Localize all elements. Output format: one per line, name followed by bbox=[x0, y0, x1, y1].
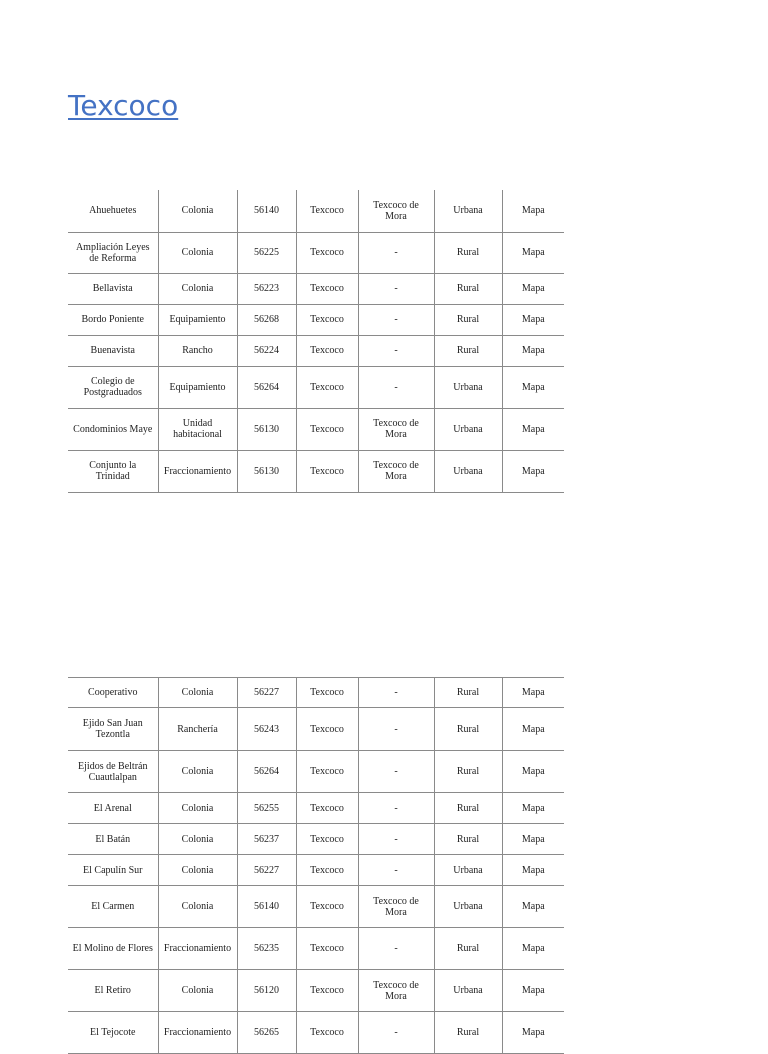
locality-name-cell: El Tejocote bbox=[68, 1012, 158, 1054]
locality-name-cell: El Batán bbox=[68, 824, 158, 855]
postal-code-cell: 56243 bbox=[237, 708, 296, 751]
zone-cell: Urbana bbox=[434, 450, 502, 492]
map-link-cell[interactable]: Mapa bbox=[502, 273, 564, 304]
municipality-cell: Texcoco bbox=[296, 273, 358, 304]
zone-cell: Rural bbox=[434, 1012, 502, 1054]
table-row bbox=[68, 708, 564, 751]
zone-cell: Urbana bbox=[434, 408, 502, 450]
municipality-cell: Texcoco bbox=[296, 970, 358, 1012]
map-link-cell[interactable]: Mapa bbox=[502, 232, 564, 273]
map-link-cell[interactable]: Mapa bbox=[502, 793, 564, 824]
city-cell: - bbox=[358, 335, 434, 366]
locality-name-cell: El Arenal bbox=[68, 793, 158, 824]
zone-cell: Rural bbox=[434, 751, 502, 793]
locality-name-cell: Ejidos de Beltrán Cuautlalpan bbox=[68, 751, 158, 793]
map-link-cell[interactable]: Mapa bbox=[502, 708, 564, 751]
table-row bbox=[68, 335, 564, 366]
city-cell: Texcoco de Mora bbox=[358, 190, 434, 232]
locality-name-cell: El Capulín Sur bbox=[68, 855, 158, 886]
zone-cell: Rural bbox=[434, 793, 502, 824]
zone-cell: Urbana bbox=[434, 970, 502, 1012]
city-cell: - bbox=[358, 793, 434, 824]
postal-code-cell: 56264 bbox=[237, 751, 296, 793]
city-cell: - bbox=[358, 708, 434, 751]
map-link-cell[interactable]: Mapa bbox=[502, 928, 564, 970]
municipality-cell: Texcoco bbox=[296, 751, 358, 793]
table-row bbox=[68, 366, 564, 408]
postal-code-cell: 56223 bbox=[237, 273, 296, 304]
postal-code-cell: 56130 bbox=[237, 408, 296, 450]
municipality-cell: Texcoco bbox=[296, 304, 358, 335]
table-row bbox=[68, 793, 564, 824]
city-cell: Texcoco de Mora bbox=[358, 450, 434, 492]
table-row bbox=[68, 824, 564, 855]
table-row bbox=[68, 855, 564, 886]
locality-name-cell: Cooperativo bbox=[68, 678, 158, 708]
locality-name-cell: Ampliación Leyes de Reforma bbox=[68, 232, 158, 273]
map-link-cell[interactable]: Mapa bbox=[502, 304, 564, 335]
map-link-cell[interactable]: Mapa bbox=[502, 1012, 564, 1054]
zone-cell: Urbana bbox=[434, 886, 502, 928]
postal-code-cell: 56227 bbox=[237, 855, 296, 886]
locality-name-cell: Bordo Poniente bbox=[68, 304, 158, 335]
city-cell: - bbox=[358, 824, 434, 855]
table-row bbox=[68, 273, 564, 304]
municipality-cell: Texcoco bbox=[296, 366, 358, 408]
municipality-cell: Texcoco bbox=[296, 450, 358, 492]
municipality-cell: Texcoco bbox=[296, 1012, 358, 1054]
city-cell: - bbox=[358, 304, 434, 335]
settlement-type-cell: Fraccionamiento bbox=[158, 1012, 237, 1054]
zone-cell: Rural bbox=[434, 273, 502, 304]
municipality-cell: Texcoco bbox=[296, 190, 358, 232]
table-row bbox=[68, 232, 564, 273]
zone-cell: Urbana bbox=[434, 190, 502, 232]
municipality-cell: Texcoco bbox=[296, 708, 358, 751]
municipality-cell: Texcoco bbox=[296, 408, 358, 450]
municipality-cell: Texcoco bbox=[296, 678, 358, 708]
postal-code-cell: 56237 bbox=[237, 824, 296, 855]
page-title[interactable]: Texcoco bbox=[68, 89, 179, 122]
settlement-type-cell: Colonia bbox=[158, 751, 237, 793]
settlement-type-cell: Colonia bbox=[158, 678, 237, 708]
table-row bbox=[68, 928, 564, 970]
municipality-cell: Texcoco bbox=[296, 793, 358, 824]
zone-cell: Rural bbox=[434, 335, 502, 366]
locality-name-cell: El Molino de Flores bbox=[68, 928, 158, 970]
table-row bbox=[68, 1012, 564, 1054]
city-cell: Texcoco de Mora bbox=[358, 886, 434, 928]
table-row bbox=[68, 886, 564, 928]
localities-table-2 bbox=[68, 677, 564, 1054]
locality-name-cell: Condominios Maye bbox=[68, 408, 158, 450]
map-link-cell[interactable]: Mapa bbox=[502, 970, 564, 1012]
municipality-cell: Texcoco bbox=[296, 855, 358, 886]
settlement-type-cell: Ranchería bbox=[158, 708, 237, 751]
table-row bbox=[68, 304, 564, 335]
zone-cell: Rural bbox=[434, 708, 502, 751]
settlement-type-cell: Colonia bbox=[158, 273, 237, 304]
postal-code-cell: 56140 bbox=[237, 886, 296, 928]
settlement-type-cell: Colonia bbox=[158, 886, 237, 928]
city-cell: - bbox=[358, 232, 434, 273]
municipality-cell: Texcoco bbox=[296, 824, 358, 855]
zone-cell: Rural bbox=[434, 824, 502, 855]
postal-code-cell: 56255 bbox=[237, 793, 296, 824]
postal-code-cell: 56264 bbox=[237, 366, 296, 408]
postal-code-cell: 56235 bbox=[237, 928, 296, 970]
locality-name-cell: Buenavista bbox=[68, 335, 158, 366]
locality-name-cell: Bellavista bbox=[68, 273, 158, 304]
locality-name-cell: El Carmen bbox=[68, 886, 158, 928]
municipality-cell: Texcoco bbox=[296, 886, 358, 928]
map-link-cell[interactable]: Mapa bbox=[502, 855, 564, 886]
table-row bbox=[68, 450, 564, 492]
settlement-type-cell: Equipamiento bbox=[158, 304, 237, 335]
city-cell: Texcoco de Mora bbox=[358, 970, 434, 1012]
zone-cell: Rural bbox=[434, 232, 502, 273]
table-row bbox=[68, 190, 564, 232]
settlement-type-cell: Colonia bbox=[158, 190, 237, 232]
localities-table-1 bbox=[68, 190, 564, 493]
city-cell: - bbox=[358, 678, 434, 708]
locality-name-cell: Ahuehuetes bbox=[68, 190, 158, 232]
postal-code-cell: 56268 bbox=[237, 304, 296, 335]
locality-name-cell: El Retiro bbox=[68, 970, 158, 1012]
table-row bbox=[68, 751, 564, 793]
map-link-cell[interactable]: Mapa bbox=[502, 335, 564, 366]
table-row bbox=[68, 970, 564, 1012]
city-cell: - bbox=[358, 366, 434, 408]
postal-code-cell: 56265 bbox=[237, 1012, 296, 1054]
settlement-type-cell: Colonia bbox=[158, 793, 237, 824]
map-link-cell[interactable]: Mapa bbox=[502, 824, 564, 855]
settlement-type-cell: Colonia bbox=[158, 824, 237, 855]
settlement-type-cell: Fraccionamiento bbox=[158, 928, 237, 970]
municipality-cell: Texcoco bbox=[296, 335, 358, 366]
city-cell: - bbox=[358, 751, 434, 793]
locality-name-cell: Colegio de Postgraduados bbox=[68, 366, 158, 408]
zone-cell: Urbana bbox=[434, 855, 502, 886]
municipality-cell: Texcoco bbox=[296, 232, 358, 273]
locality-name-cell: Ejido San Juan Tezontla bbox=[68, 708, 158, 751]
map-link-cell[interactable]: Mapa bbox=[502, 450, 564, 492]
settlement-type-cell: Fraccionamiento bbox=[158, 450, 237, 492]
settlement-type-cell: Colonia bbox=[158, 970, 237, 1012]
map-link-cell[interactable]: Mapa bbox=[502, 751, 564, 793]
postal-code-cell: 56120 bbox=[237, 970, 296, 1012]
city-cell: - bbox=[358, 1012, 434, 1054]
zone-cell: Rural bbox=[434, 928, 502, 970]
settlement-type-cell: Rancho bbox=[158, 335, 237, 366]
city-cell: - bbox=[358, 273, 434, 304]
zone-cell: Rural bbox=[434, 304, 502, 335]
postal-code-cell: 56130 bbox=[237, 450, 296, 492]
settlement-type-cell: Equipamiento bbox=[158, 366, 237, 408]
municipality-cell: Texcoco bbox=[296, 928, 358, 970]
map-link-cell[interactable]: Mapa bbox=[502, 190, 564, 232]
zone-cell: Rural bbox=[434, 678, 502, 708]
map-link-cell[interactable]: Mapa bbox=[502, 366, 564, 408]
postal-code-cell: 56140 bbox=[237, 190, 296, 232]
zone-cell: Urbana bbox=[434, 366, 502, 408]
settlement-type-cell: Colonia bbox=[158, 232, 237, 273]
table-row bbox=[68, 408, 564, 450]
city-cell: - bbox=[358, 855, 434, 886]
locality-name-cell: Conjunto la Trinidad bbox=[68, 450, 158, 492]
city-cell: - bbox=[358, 928, 434, 970]
postal-code-cell: 56225 bbox=[237, 232, 296, 273]
map-link-cell[interactable]: Mapa bbox=[502, 408, 564, 450]
settlement-type-cell: Colonia bbox=[158, 855, 237, 886]
settlement-type-cell: Unidad habitacional bbox=[158, 408, 237, 450]
map-link-cell[interactable]: Mapa bbox=[502, 886, 564, 928]
table-row bbox=[68, 678, 564, 708]
postal-code-cell: 56224 bbox=[237, 335, 296, 366]
map-link-cell[interactable]: Mapa bbox=[502, 678, 564, 708]
postal-code-cell: 56227 bbox=[237, 678, 296, 708]
city-cell: Texcoco de Mora bbox=[358, 408, 434, 450]
